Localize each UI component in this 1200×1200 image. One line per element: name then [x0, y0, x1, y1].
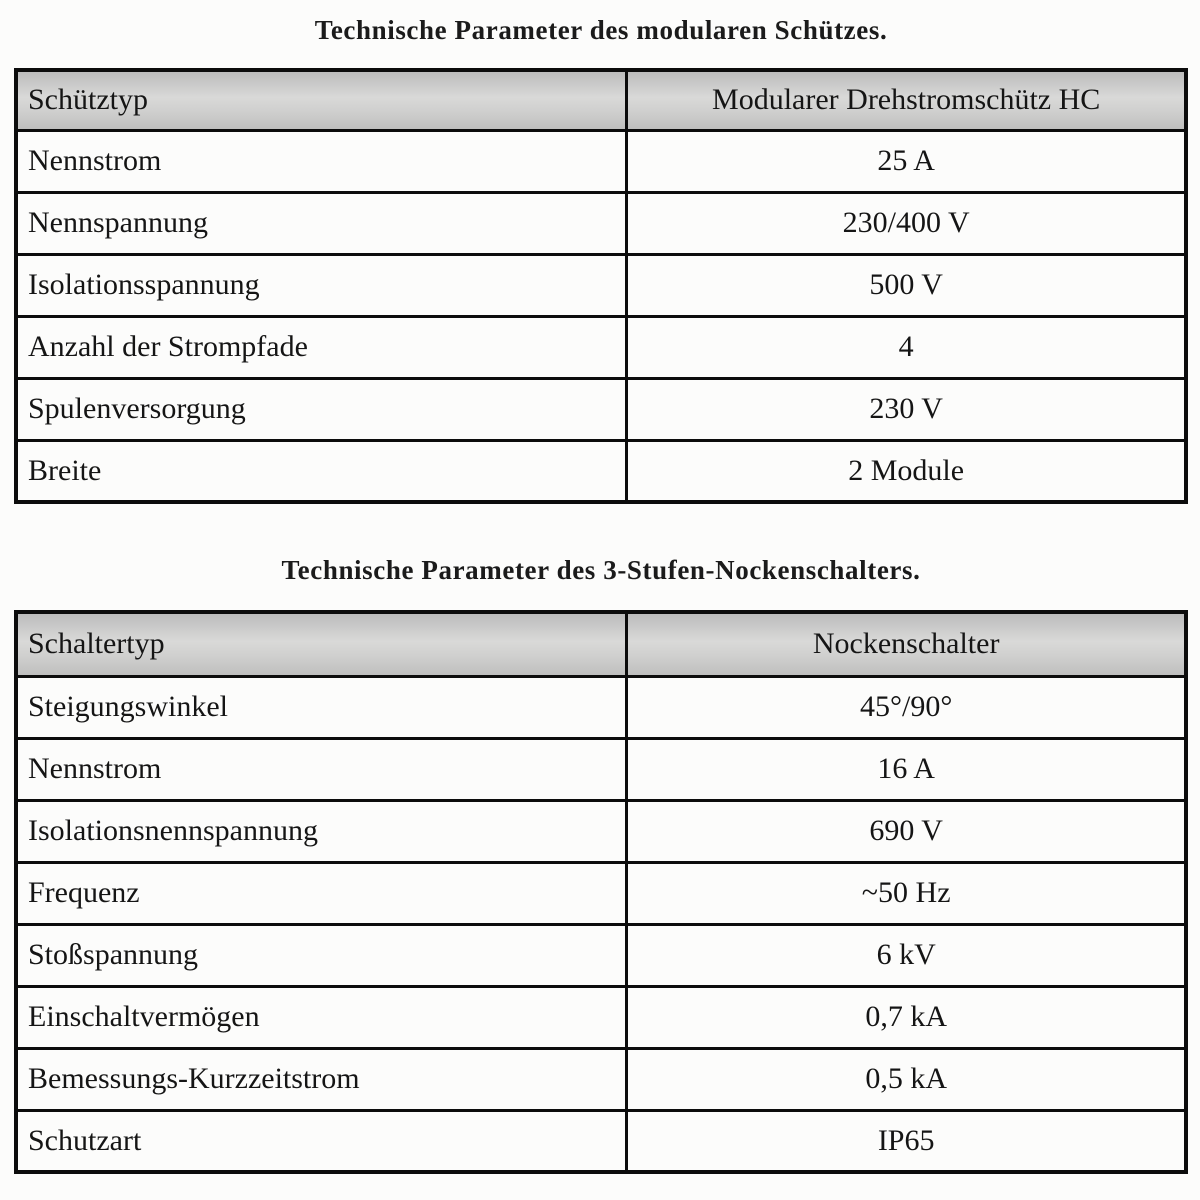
parameter-label: Anzahl der Strompfade: [16, 316, 627, 378]
parameter-label: Schutzart: [16, 1110, 627, 1172]
parameter-value: IP65: [627, 1110, 1186, 1172]
table-row: [16, 254, 1186, 316]
parameter-value: 230/400 V: [627, 192, 1186, 254]
parameter-value: 4: [627, 316, 1186, 378]
parameter-value: ~50 Hz: [627, 862, 1186, 924]
parameter-label: Spulenversorgung: [16, 378, 627, 440]
parameter-label: Nennspannung: [16, 192, 627, 254]
header-type-value: Nockenschalter: [627, 612, 1186, 676]
parameter-label: Frequenz: [16, 862, 627, 924]
parameter-value: 0,5 kA: [627, 1048, 1186, 1110]
header-type-label: Schaltertyp: [16, 612, 627, 676]
header-type-value: Modularer Drehstromschütz HC: [627, 70, 1186, 130]
table-row: [16, 192, 1186, 254]
contactor-parameter-table: [14, 68, 1188, 504]
parameter-label: Bemessungs-Kurzzeitstrom: [16, 1048, 627, 1110]
parameter-label: Stoßspannung: [16, 924, 627, 986]
parameter-value: 0,7 kA: [627, 986, 1186, 1048]
table-row: [16, 924, 1186, 986]
table-row: [16, 378, 1186, 440]
cam-switch-parameter-table: [14, 610, 1188, 1174]
table-row: [16, 986, 1186, 1048]
parameter-label: Isolationsnennspannung: [16, 800, 627, 862]
parameter-value: 500 V: [627, 254, 1186, 316]
header-type-label: Schütztyp: [16, 70, 627, 130]
table-row: [16, 1110, 1186, 1172]
parameter-label: Breite: [16, 440, 627, 502]
table-row: [16, 862, 1186, 924]
parameter-label: Nennstrom: [16, 130, 627, 192]
table-1-title: Technische Parameter des modularen Schützes.: [314, 15, 888, 45]
table-2-title: Technische Parameter des 3-Stufen-Nockenschalters.: [281, 555, 921, 585]
table-row: [16, 316, 1186, 378]
table-row: [16, 738, 1186, 800]
parameter-value: 2 Module: [627, 440, 1186, 502]
table-row: [16, 800, 1186, 862]
parameter-value: 230 V: [627, 378, 1186, 440]
parameter-value: 45°/90°: [627, 676, 1186, 738]
parameter-value: 16 A: [627, 738, 1186, 800]
parameter-label: Einschaltvermögen: [16, 986, 627, 1048]
table-row: [16, 1048, 1186, 1110]
table-header-row: [16, 70, 1186, 130]
table-row: [16, 676, 1186, 738]
parameter-value: 25 A: [627, 130, 1186, 192]
table-row: [16, 130, 1186, 192]
table-row: [16, 440, 1186, 502]
parameter-value: 6 kV: [627, 924, 1186, 986]
parameter-label: Nennstrom: [16, 738, 627, 800]
table-header-row: [16, 612, 1186, 676]
parameter-value: 690 V: [627, 800, 1186, 862]
parameter-label: Steigungswinkel: [16, 676, 627, 738]
parameter-label: Isolationsspannung: [16, 254, 627, 316]
